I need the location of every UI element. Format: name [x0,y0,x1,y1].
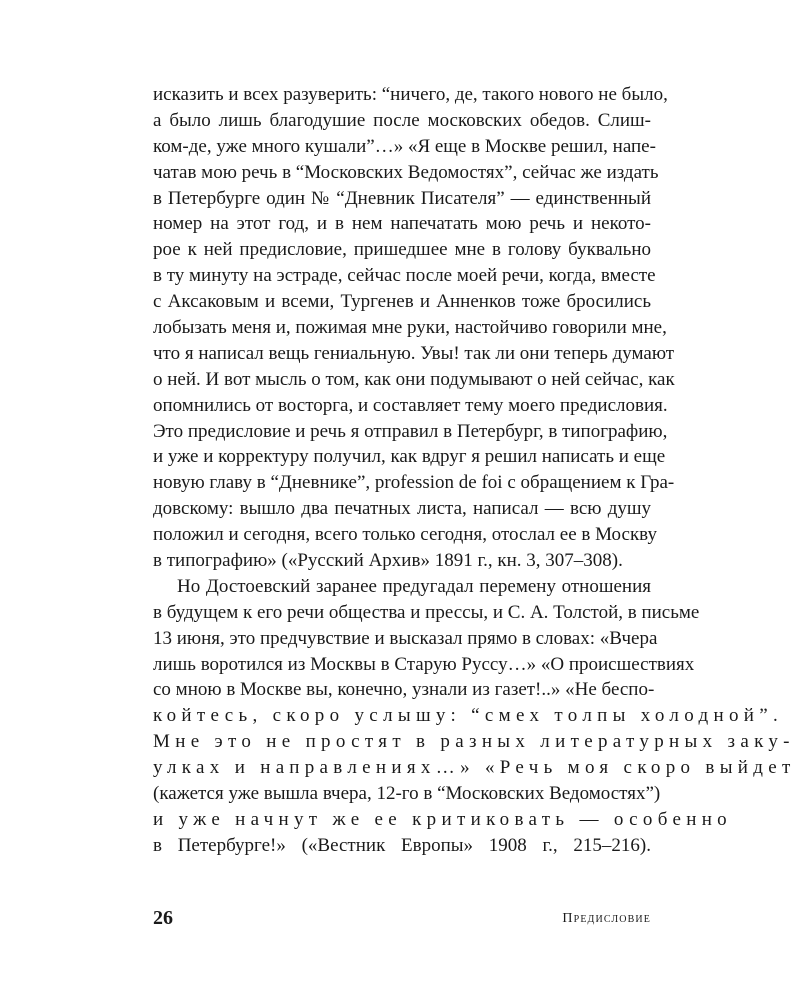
page-number: 26 [153,907,173,929]
text-line: номер на этот год, и в нем напечатать мою речь и некото- [153,213,651,235]
text-line: что я написал вещь гениальную. Увы! так ли они теперь думают [153,342,675,364]
page-footer [153,903,651,933]
spaced-text-line: и уже начнут же ее критиковать — особенно [153,808,732,830]
spaced-text-line: Мне это не простят в разных литературных заку- [153,731,795,753]
text-line: положил и сегодня, всего только сегодня, отослал ее в Москву [153,524,657,546]
text-line: лобызать меня и, пожимая мне руки, настойчиво говорили мне, [153,317,667,339]
text-line: рое к ней предисловие, пришедшее мне в голову буквально [153,239,651,261]
text-line: опомнились от восторга, и составляет тему моего предисловия. [153,394,668,416]
text-line: в Петербурге!» («Вестник Европы» 1908 г., 215–216). [153,834,651,856]
spaced-text-line: улках и направлениях…» «Речь моя скоро выйдет [153,757,796,779]
text-line: а было лишь благодушие после московских обедов. Слиш- [153,109,651,131]
spaced-text-line: койтесь, скоро услышу: “смех толпы холодной”. [153,705,784,727]
text-line: в Петербурге один № “Дневник Писателя” — единственный [153,187,651,209]
text-line: довскому: вышло два печатных листа, написал — всю душу [153,498,651,520]
text-line: Это предисловие и речь я отправил в Петербург, в типографию, [153,420,668,442]
body-text [153,82,796,859]
text-line: ком-де, уже много кушали”…» «Я еще в Москве решил, напе- [153,135,656,157]
text-line: новую главу в “Дневнике”, profession de foi с обращением к Гра- [153,472,675,494]
running-head: Предисловие [562,911,651,926]
text-line: и уже и корректуру получил, как вдруг я решил написать и еще [153,446,666,468]
text-line: в типографию» («Русский Архив» 1891 г., кн. 3, 307–308). [153,550,623,572]
text-line: с Аксаковым и всеми, Тургенев и Анненков тоже бросились [153,291,651,313]
text-line: исказить и всех разуверить: “ничего, де, такого нового не было, [153,84,668,105]
paragraph-first-line: Но Достоевский заранее предугадал перемену отношения [177,575,651,597]
text-line: 13 июня, это предчувствие и высказал прямо в словах: «Вчера [153,627,658,649]
text-line: в будущем к его речи общества и прессы, и С. А. Толстой, в письме [153,601,700,623]
text-line: в ту минуту на эстраде, сейчас после моей речи, когда, вместе [153,265,656,287]
text-line: о ней. И вот мысль о том, как они подумывают о ней сейчас, как [153,368,675,390]
text-line: лишь воротился из Москвы в Старую Руссу…» «О происшествиях [153,653,695,675]
text-line: чатав мою речь в “Московских Ведомостях”, сейчас же издать [153,161,659,183]
text-line: (кажется уже вышла вчера, 12-го в “Московских Ведомостях”) [153,783,661,805]
text-line: со мною в Москве вы, конечно, узнали из газет!..» «Не беспо- [153,679,655,701]
